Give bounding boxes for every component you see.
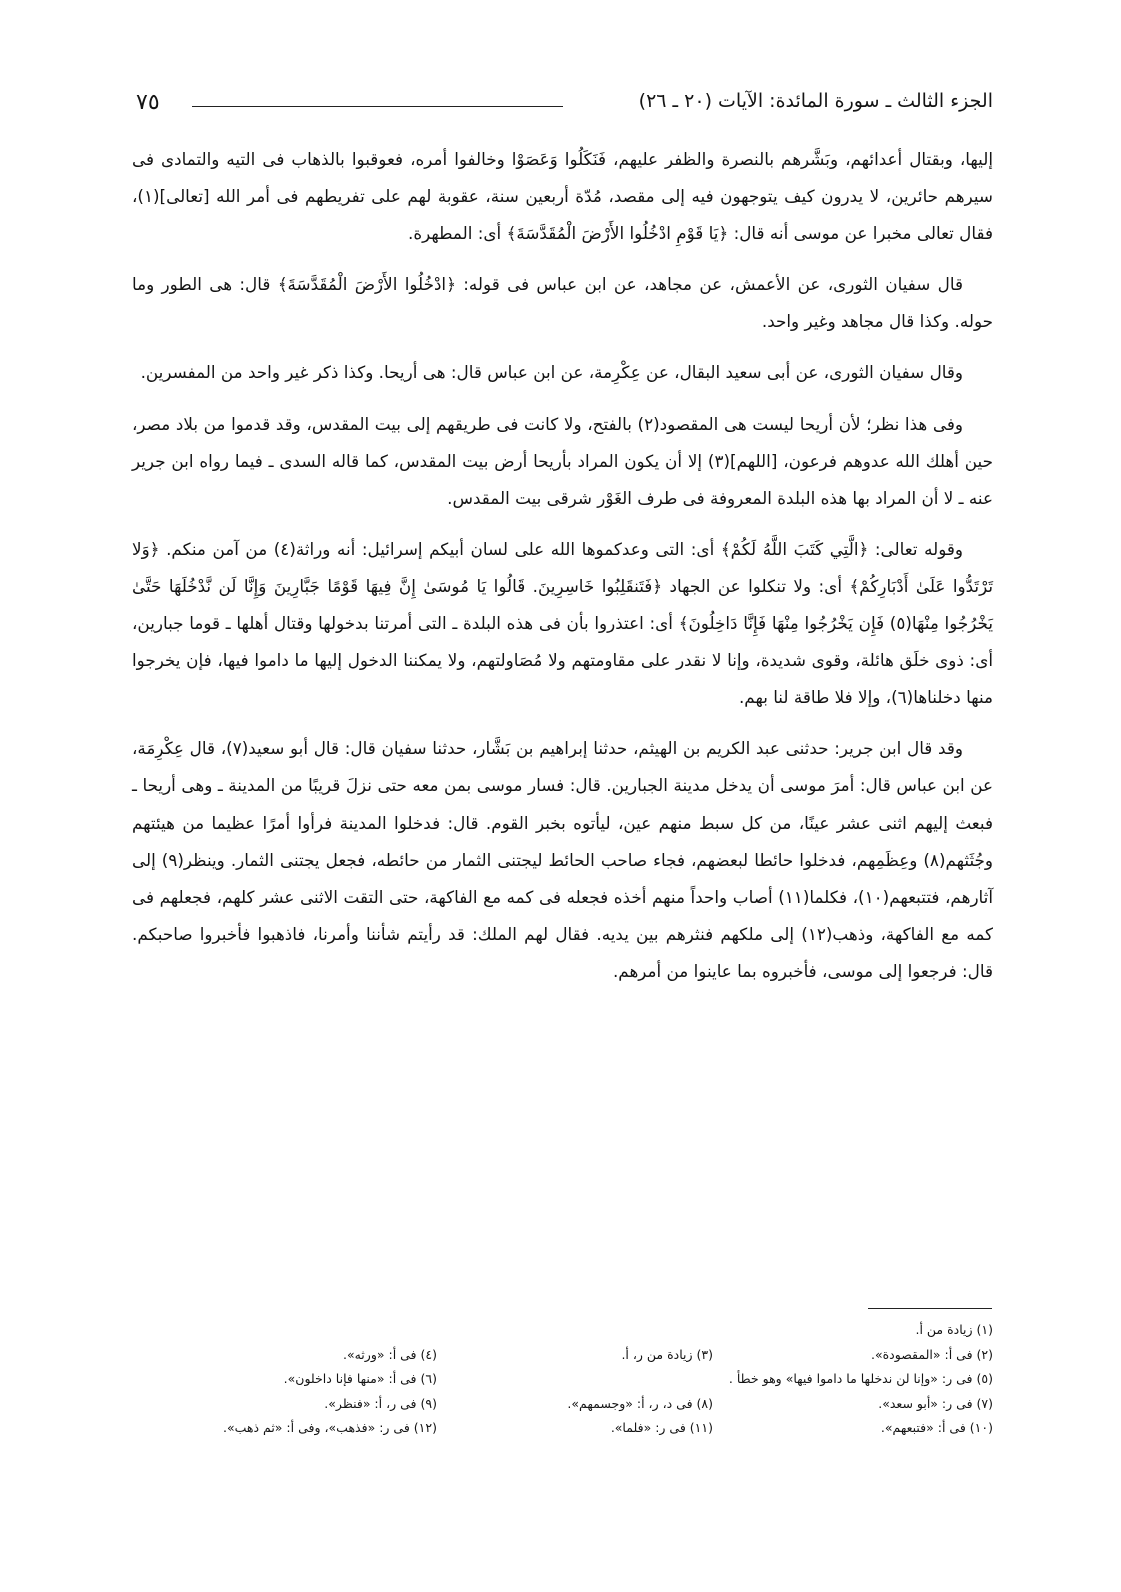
footnote-row [132, 1416, 993, 1441]
footnote: (١) زيادة من أ. [915, 1322, 993, 1337]
footnote: (٩) فى ر، أ: «فنظر». [324, 1395, 437, 1411]
paragraph: قال سفيان الثورى، عن الأعمش، عن مجاهد، عن ابن عباس فى قوله: ﴿ادْخُلُوا الأَرْضَ الْمُقَدَّسَةَ﴾ قال: هى الطور وما حوله. وكذا قال مجاهد وغير واحد. [132, 274, 993, 332]
paragraph: وقد قال ابن جرير: حدثنى عبد الكريم بن الهيثم، حدثنا إبراهيم بن بَشَّار، حدثنا سفيان قال: قال أبو سعيد(٧)، قال عِكْرِمَة، عن ابن عباس قال: أمرَ موسى أن يدخل مدينة الجبارين. قال: فسار موسى بمن معه حتى نزلَ قريبًا من المدينة ـ وهى أريحا ـ فبعث إليهم اثنى عشر عينًا، من كل سبط منهم عين، ليأتوه بخبر القوم. قال: فدخلوا المدينة فرأوا أمرًا عظيما من هيئتهم وجُثَثهم(٨) وعِظَمِهم، فدخلوا حائطا لبعضهم، فجاء صاحب الحائط ليجتنى الثمار من حائطه، فجعل يجتنى الثمار. وينظر(٩) إلى آثارهم، فتتبعهم(١٠)، فكلما(١١) أصاب واحداً منهم أخذه فجعله فى كمه مع الفاكهة، حتى التقت الاثنى عشر كلهم، فجعلهم فى كمه مع الفاكهة، وذهب(١٢) إلى ملكهم فنثرهم بين يديه. فقال لهم الملك: قد رأيتم شأننا وأمرنا، فاذهبوا فأخبروا صاحبكم. قال: فرجعوا إلى موسى، فأخبروه بما عاينوا من أمرهم. [132, 738, 994, 981]
footnotes [132, 1318, 993, 1441]
footnote: (٢) فى أ: «المقصودة». [871, 1346, 993, 1362]
header-rule [192, 106, 563, 107]
footnote: (٦) فى أ: «منها فإنا داخلون». [283, 1371, 437, 1386]
page-number: ٧٥ [136, 90, 160, 115]
footnote: (١٠) فى أ: «فتبعهم». [880, 1420, 993, 1435]
footnote: (٣) زيادة من ر، أ. [621, 1346, 713, 1362]
main-text [132, 141, 993, 1004]
footnote: (٨) فى د، ر، أ: «وجسمهم». [567, 1395, 713, 1411]
paragraph: وقال سفيان الثورى، عن أبى سعيد البقال، عن عِكْرِمة، عن ابن عباس قال: هى أريحا. وكذا ذكر غير واحد من المفسرين. [140, 362, 963, 383]
running-head: الجزء الثالث ـ سورة المائدة: الآيات (٢٠ ـ ٢٦) [638, 90, 993, 112]
footnote: (٥) فى ر: «وإنا لن ندخلها ما داموا فيها» وهو خطأ . [728, 1371, 993, 1386]
footnote-row [132, 1318, 993, 1343]
page-header [132, 86, 993, 126]
footnote-row [132, 1392, 993, 1417]
footnote-row [132, 1343, 993, 1368]
footnote: (١١) فى ر: «فلما». [610, 1420, 713, 1435]
paragraph: وقوله تعالى: ﴿الَّتِي كَتَبَ اللَّهُ لَكُمْ﴾ أى: التى وعدكموها الله على لسان أبيكم إسرائيل: أنه وراثة(٤) من آمن منكم. ﴿وَلا تَرْتَدُّوا عَلَىٰ أَدْبَارِكُمْ﴾ أى: ولا تنكلوا عن الجهاد ﴿فَتَنقَلِبُوا خَاسِرِينَ. قَالُوا يَا مُوسَىٰ إِنَّ فِيهَا قَوْمًا جَبَّارِينَ وَإِنَّا لَن نَّدْخُلَهَا حَتَّىٰ يَخْرُجُوا مِنْهَا(٥) فَإِن يَخْرُجُوا مِنْهَا فَإِنَّا دَاخِلُونَ﴾ أى: اعتذروا بأن فى هذه البلدة ـ التى أمرتنا بدخولها وقتال أهلها ـ قوما جبارين، أى: ذوى خلَق هائلة، وقوى شديدة، وإنا لا نقدر على مقاومتهم ولا مُصَاولتهم، ولا يمكننا الدخول إليها ما داموا فيها، فإن يخرجوا منها دخلناها(٦)، وإلا فلا طاقة لنا بهم. [132, 538, 993, 708]
footnote-rule [868, 1308, 992, 1309]
paragraph: وفى هذا نظر؛ لأن أريحا ليست هى المقصود(٢) بالفتح، ولا كانت فى طريقهم إلى بيت المقدس، وقد قدموا من بلاد مصر، حين أهلك الله عدوهم فرعون، [اللهم](٣) إلا أن يكون المراد بأريحا أرض بيت المقدس، كما قاله السدى ـ فيما رواه ابن جرير عنه ـ لا أن المراد بها هذه البلدة المعروفة فى طرف الغَوْر شرقى بيت المقدس. [132, 413, 993, 508]
footnote-row [132, 1367, 993, 1392]
footnote: (٧) فى ر: «أبو سعد». [878, 1395, 993, 1411]
footnote: (٤) فى أ: «ورثه». [342, 1346, 437, 1362]
paragraph: إليها، وبقتال أعدائهم، وبَشَّرهم بالنصرة والظفر عليهم، فَنَكَلُوا وَعَصَوْا وخالفوا أمره، فعوقبوا بالذهاب فى التيه والتمادى فى سيرهم حائرين، لا يدرون كيف يتوجهون فيه إلى مقصد، مُدّة أربعين سنة، عقوبة لهم على تفريطهم فى أمر الله [تعالى](١)، فقال تعالى مخبرا عن موسى أنه قال: ﴿يَا قَوْمِ ادْخُلُوا الأَرْضَ الْمُقَدَّسَةَ﴾ أى: المطهرة. [132, 149, 993, 244]
footnote: (١٢) فى ر: «فذهب»، وفى أ: «ثم ذهب». [222, 1420, 437, 1435]
